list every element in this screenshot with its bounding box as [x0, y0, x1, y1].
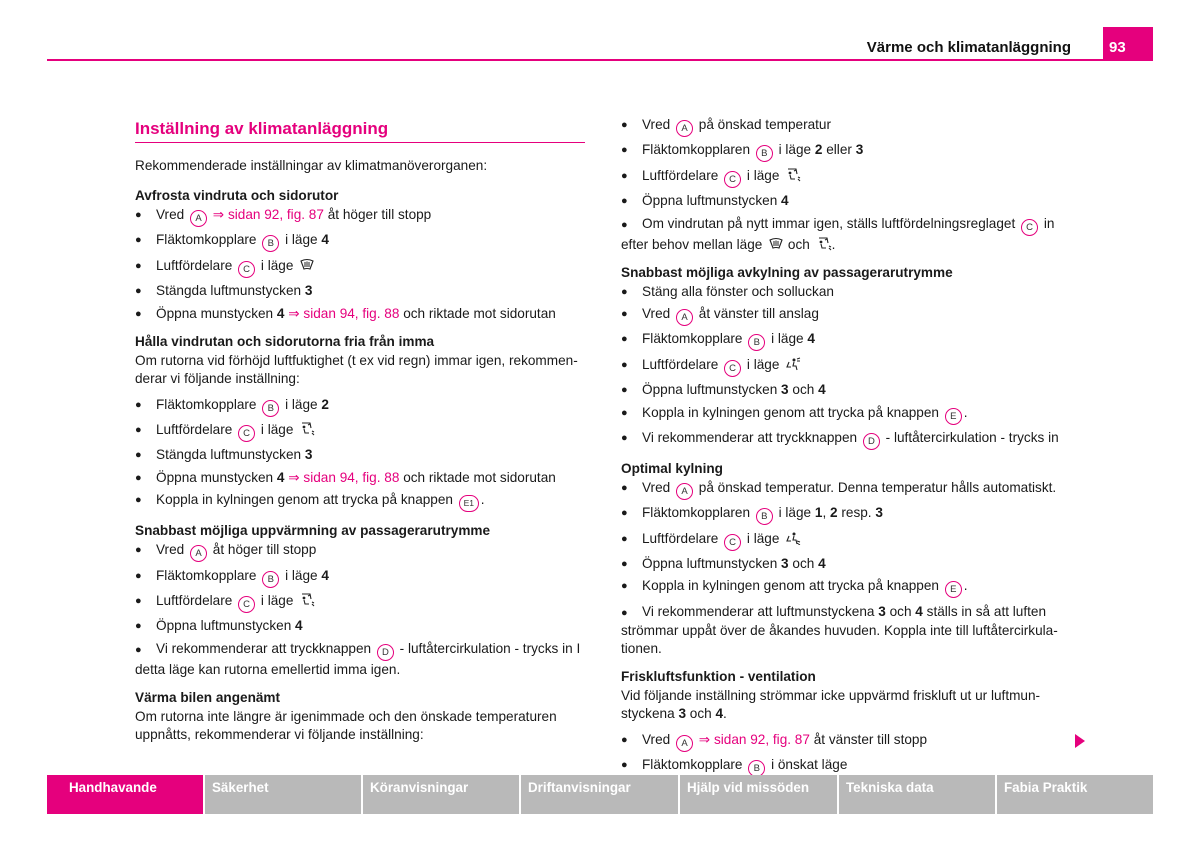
list-item: ● Fläktomkopplare B i läge 4 — [621, 330, 1071, 351]
section-title: Inställning av klimatanläggning — [135, 119, 389, 138]
control-e-marker: E — [945, 581, 962, 598]
subheading-optimal-cooling: Optimal kylning — [621, 460, 723, 476]
vent-feet-window-icon — [299, 422, 315, 436]
page-number-badge: 93 — [1103, 27, 1153, 61]
list-item: ● Luftfördelare C i läge — [135, 421, 585, 442]
control-c-marker: C — [238, 596, 255, 613]
list-item: ● Koppla in kylningen genom att trycka på knappen E . — [621, 577, 1071, 598]
section-title-rule — [135, 142, 585, 143]
list-item: ● Vi rekommenderar att luftmunstyckena 3 och 4 ställs in så att luften strömmar uppåt över de åkandes huvuden. Koppla inte till luftåtercirkula-tionen. — [621, 603, 1071, 658]
list-fast-heating — [135, 541, 585, 679]
list-item: ● Fläktomkopplare B i läge 4 — [135, 567, 585, 588]
control-c-marker: C — [724, 360, 741, 377]
link-sidan-92[interactable]: ⇒ sidan 92, fig. 87 — [698, 731, 810, 747]
list-defrost — [135, 206, 585, 323]
list-item: ● Fläktomkopplare B i läge 2 — [135, 396, 585, 417]
list-keep-clear — [135, 396, 585, 513]
control-a-marker: A — [190, 210, 207, 227]
footer-tab-handhavande[interactable]: Handhavande — [47, 775, 203, 814]
list-item: ● Vred A ⇒ sidan 92, fig. 87 åt vänster till stopp — [621, 731, 1071, 752]
control-a-marker: A — [676, 483, 693, 500]
list-item: ● Öppna munstycken 4 ⇒ sidan 94, fig. 88 och riktade mot sidorutan — [135, 469, 585, 487]
list-item: ● Luftfördelare C i läge — [621, 530, 1071, 551]
list-comfort — [621, 116, 1071, 254]
control-a-marker: A — [190, 545, 207, 562]
left-column — [135, 116, 585, 744]
list-item: ● Stäng alla fönster och solluckan — [621, 283, 1071, 301]
list-item: ● Luftfördelare C i läge — [621, 167, 1071, 188]
control-c-marker: C — [1021, 219, 1038, 236]
list-item: ● Öppna luftmunstycken 4 — [135, 617, 585, 635]
list-item: ● Fläktomkopplaren B i läge 2 eller 3 — [621, 141, 1071, 162]
list-item: ● Luftfördelare C i läge — [135, 257, 585, 278]
subheading-keep-clear: Hålla vindrutan och sidorutorna fria från imma — [135, 333, 435, 349]
defrost-icon — [299, 258, 315, 272]
control-a-marker: A — [676, 735, 693, 752]
control-b-marker: B — [748, 334, 765, 351]
list-item: ● Om vindrutan på nytt immar igen, ställs luftfördelningsreglaget C in efter behov mellan läge och . — [621, 215, 1071, 254]
list-fresh-air — [621, 731, 1071, 777]
paragraph-keep-clear: Om rutorna vid förhöjd luftfuktighet (t ex vid regn) immar igen, rekommen-derar vi följande inställning: — [135, 352, 578, 386]
list-item: ● Luftfördelare C i läge — [621, 356, 1071, 377]
paragraph-fresh-air: Vid följande inställning strömmar icke uppvärmd friskluft ut ur luftmun-styckena 3 och 4. — [621, 687, 1041, 721]
list-item: ● Öppna munstycken 4 ⇒ sidan 94, fig. 88 och riktade mot sidorutan — [135, 305, 585, 323]
list-item: ● Vi rekommenderar att tryckknappen D - luftåtercirkulation - trycks in I detta läge kan rutorna emellertid imma igen. — [135, 640, 585, 679]
control-c-marker: C — [238, 261, 255, 278]
list-item: ● Vred A åt vänster till anslag — [621, 305, 1071, 326]
link-sidan-92[interactable]: ⇒ sidan 92, fig. 87 — [212, 207, 324, 222]
list-item: ● Fläktomkopplaren B i läge 1, 2 resp. 3 — [621, 504, 1071, 525]
list-item: ● Stängda luftmunstycken 3 — [135, 446, 585, 464]
list-item: ● Fläktomkopplare B i önskat läge — [621, 756, 1071, 777]
subheading-defrost: Avfrosta vindruta och sidorutor — [135, 188, 339, 203]
control-c-marker: C — [238, 425, 255, 442]
list-item: ● Koppla in kylningen genom att trycka på knappen E . — [621, 404, 1071, 425]
header-rule — [47, 59, 1153, 61]
footer-tab-driftanvisningar[interactable]: Driftanvisningar — [521, 775, 678, 814]
control-c-marker: C — [724, 171, 741, 188]
subheading-fresh-air: Friskluftsfunktion - ventilation — [621, 668, 816, 684]
list-item: ● Koppla in kylningen genom att trycka på knappen E1 . — [135, 491, 585, 512]
next-page-arrow-icon[interactable] — [1075, 734, 1085, 748]
intro-text: Rekommenderade inställningar av klimatmanöverorganen: — [135, 158, 488, 173]
control-e-marker: E — [945, 408, 962, 425]
subheading-fast-cooling: Snabbast möjliga avkylning av passagerarutrymme — [621, 264, 953, 280]
control-b-marker: B — [262, 571, 279, 588]
defrost-icon — [768, 237, 784, 251]
control-b-marker: B — [262, 235, 279, 252]
link-sidan-94[interactable]: ⇒ sidan 94, fig. 88 — [288, 469, 400, 485]
footer-tab-hjalp-vid-missoden[interactable]: Hjälp vid missöden — [680, 775, 837, 814]
list-item: ● Öppna luftmunstycken 3 och 4 — [621, 381, 1071, 399]
vent-feet-window-icon — [299, 593, 315, 607]
list-item: ● Vred A ⇒ sidan 92, fig. 87 åt höger till stopp — [135, 206, 585, 227]
page-header-title: Värme och klimatanläggning — [866, 39, 1071, 56]
right-column — [621, 116, 1071, 782]
control-b-marker: B — [756, 508, 773, 525]
vent-feet-window-icon — [816, 237, 832, 251]
paragraph-comfort: Om rutorna inte längre är igenimmade och den önskade temperaturen uppnåtts, rekommenderar vi följande inställning: — [135, 708, 557, 742]
list-item: ● Vi rekommenderar att tryckknappen D - luftåtercirkulation - trycks in — [621, 429, 1071, 450]
control-b-marker: B — [756, 145, 773, 162]
control-c-marker: C — [724, 534, 741, 551]
link-sidan-94[interactable]: ⇒ sidan 94, fig. 88 — [288, 305, 400, 321]
control-a-marker: A — [676, 120, 693, 137]
list-optimal-cooling — [621, 479, 1071, 658]
list-item: ● Öppna luftmunstycken 4 — [621, 192, 1071, 210]
list-item: ● Vred A på önskad temperatur. Denna temperatur hålls automatiskt. — [621, 479, 1071, 500]
list-item: ● Öppna luftmunstycken 3 och 4 — [621, 555, 1071, 573]
list-item: ● Stängda luftmunstycken 3 — [135, 282, 585, 300]
list-item: ● Vred A på önskad temperatur — [621, 116, 1071, 137]
list-item: ● Luftfördelare C i läge — [135, 592, 585, 613]
control-b-marker: B — [262, 400, 279, 417]
control-a-marker: A — [676, 309, 693, 326]
control-d-marker: D — [377, 644, 394, 661]
subheading-comfort: Värma bilen angenämt — [135, 689, 281, 705]
footer-tab-koranvisningar[interactable]: Köranvisningar — [363, 775, 519, 814]
vent-feet-icon — [785, 531, 801, 545]
subheading-fast-heating: Snabbast möjliga uppvärmning av passagerarutrymme — [135, 523, 491, 539]
footer-tab-fabia-praktik[interactable]: Fabia Praktik — [997, 775, 1153, 814]
control-b-marker: B — [748, 760, 765, 777]
vent-face-icon — [785, 357, 801, 371]
list-item: ● Vred A åt höger till stopp — [135, 541, 585, 562]
footer-tab-tekniska-data[interactable]: Tekniska data — [839, 775, 995, 814]
control-e1-marker: E1 — [459, 495, 479, 512]
footer-tab-sakerhet[interactable]: Säkerhet — [205, 775, 361, 814]
control-d-marker: D — [863, 433, 880, 450]
list-item: ● Fläktomkopplare B i läge 4 — [135, 231, 585, 252]
list-fast-cooling — [621, 283, 1071, 450]
vent-feet-window-icon — [785, 168, 801, 182]
